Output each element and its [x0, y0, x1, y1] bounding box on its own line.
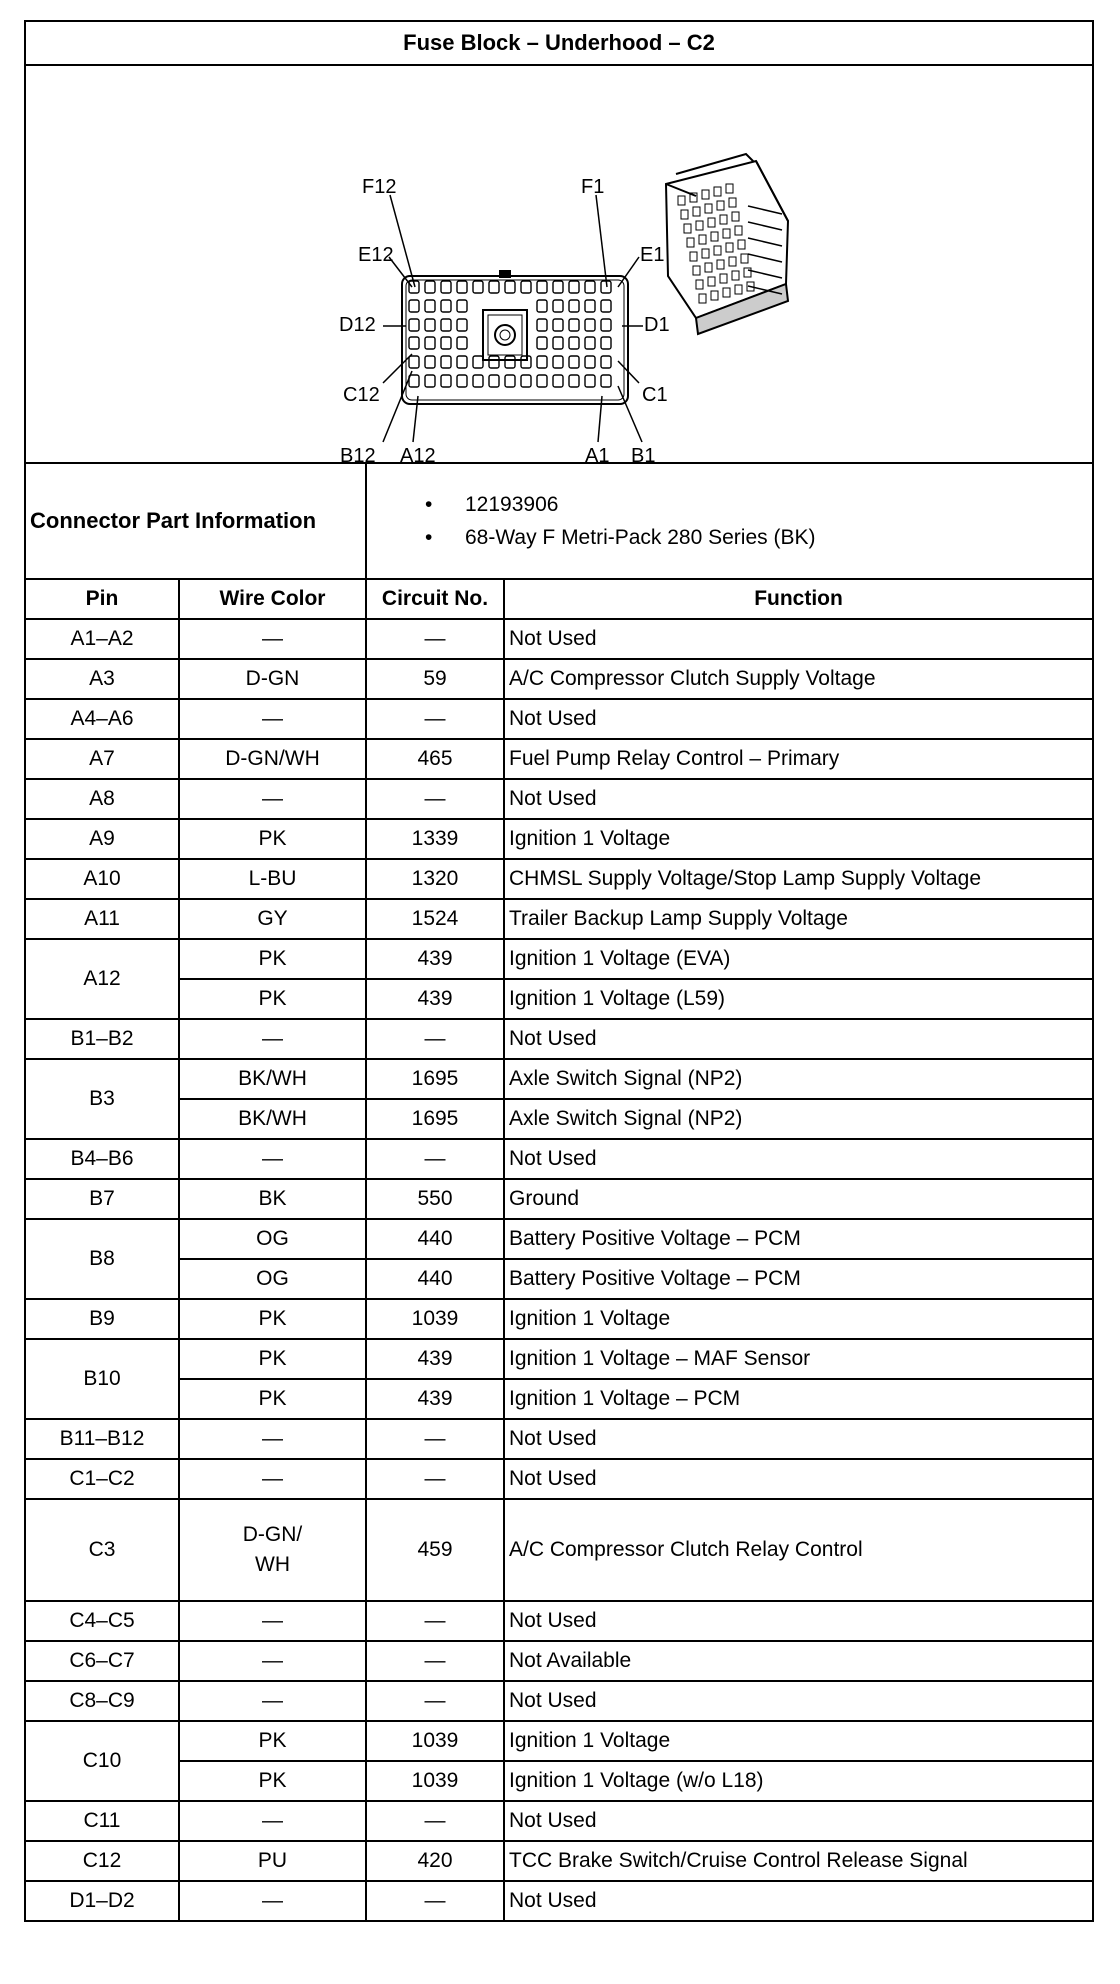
table-row — [25, 1259, 1093, 1299]
circuit-cell: — — [366, 699, 504, 739]
pin-cavity — [521, 375, 531, 387]
circuit-cell: — — [366, 1681, 504, 1721]
col-header-circuit: Circuit No. — [366, 579, 504, 619]
function-cell: Battery Positive Voltage – PCM — [504, 1219, 1093, 1259]
label-b1: B1 — [631, 445, 656, 462]
label-e12: E12 — [358, 244, 394, 266]
function-cell: Axle Switch Signal (NP2) — [504, 1059, 1093, 1099]
circuit-cell: 1339 — [366, 819, 504, 859]
pin-cavity — [537, 281, 547, 293]
wire-color-cell: — — [179, 699, 366, 739]
wire-color-cell: BK/WH — [179, 1099, 366, 1139]
label-a1: A1 — [585, 445, 610, 462]
circuit-cell: — — [366, 1019, 504, 1059]
pin-cavity — [537, 337, 547, 349]
pin-cell: C6–C7 — [25, 1641, 179, 1681]
col-header-wire-color: Wire Color — [179, 579, 366, 619]
table-row — [25, 939, 1093, 979]
function-cell: A/C Compressor Clutch Supply Voltage — [504, 659, 1093, 699]
connector-part-info — [366, 463, 1093, 579]
pin-cavity — [601, 375, 611, 387]
pin-cavity — [553, 281, 563, 293]
pin-cavity — [457, 375, 467, 387]
pin-cavity — [553, 337, 563, 349]
table-row — [25, 1179, 1093, 1219]
pin-cell: C3 — [25, 1499, 179, 1601]
table-row — [25, 1419, 1093, 1459]
circuit-cell: 439 — [366, 1339, 504, 1379]
wire-color-cell: — — [179, 1641, 366, 1681]
pin-cavity — [537, 375, 547, 387]
wire-color-cell: BK — [179, 1179, 366, 1219]
label-d1: D1 — [644, 314, 670, 336]
function-cell: Not Used — [504, 1419, 1093, 1459]
label-a12: A12 — [400, 445, 436, 462]
table-row — [25, 1721, 1093, 1761]
part-number: • 12193906 — [425, 488, 1092, 521]
pin-cell: B1–B2 — [25, 1019, 179, 1059]
circuit-cell: 440 — [366, 1219, 504, 1259]
table-row — [25, 659, 1093, 699]
pin-cavity — [585, 356, 595, 368]
circuit-cell: 550 — [366, 1179, 504, 1219]
page-title: Fuse Block – Underhood – C2 — [25, 21, 1093, 65]
pin-cell: A1–A2 — [25, 619, 179, 659]
circuit-cell: — — [366, 1139, 504, 1179]
wire-color-cell: PK — [179, 1721, 366, 1761]
pin-cavity — [473, 375, 483, 387]
pin-cell: B8 — [25, 1219, 179, 1299]
function-cell: Ignition 1 Voltage – MAF Sensor — [504, 1339, 1093, 1379]
wire-color-cell: — — [179, 779, 366, 819]
pin-cavity — [585, 375, 595, 387]
connector-diagram — [26, 66, 1090, 462]
circuit-cell: 1039 — [366, 1761, 504, 1801]
pin-cavity — [425, 319, 435, 331]
label-f12: F12 — [362, 176, 397, 198]
table-row — [25, 1299, 1093, 1339]
function-cell: TCC Brake Switch/Cruise Control Release Signal — [504, 1841, 1093, 1881]
function-cell: A/C Compressor Clutch Relay Control — [504, 1499, 1093, 1601]
function-cell: Not Used — [504, 1601, 1093, 1641]
pin-cavity — [441, 300, 451, 312]
wire-color-cell: PK — [179, 1379, 366, 1419]
pin-cavity — [457, 337, 467, 349]
connector-part-label: Connector Part Information — [25, 463, 366, 579]
wire-color-cell: D-GN/WH — [179, 739, 366, 779]
circuit-cell: 459 — [366, 1499, 504, 1601]
pin-cavity — [457, 319, 467, 331]
circuit-cell: — — [366, 1641, 504, 1681]
wire-color-cell: PK — [179, 979, 366, 1019]
function-cell: Not Used — [504, 1459, 1093, 1499]
wire-color-cell: PK — [179, 1761, 366, 1801]
pin-cavity — [505, 356, 515, 368]
pin-cavity — [585, 319, 595, 331]
wire-color-cell: BK/WH — [179, 1059, 366, 1099]
pin-cell: C12 — [25, 1841, 179, 1881]
connector-perspective-image — [666, 154, 788, 334]
pin-cavity — [425, 337, 435, 349]
table-row — [25, 619, 1093, 659]
table-row — [25, 1459, 1093, 1499]
connector-table — [24, 20, 1094, 1922]
pin-cavity — [569, 337, 579, 349]
pin-cavity — [505, 281, 515, 293]
pin-cell: B3 — [25, 1059, 179, 1139]
circuit-cell: — — [366, 1881, 504, 1921]
table-row — [25, 1881, 1093, 1921]
wire-color-cell: OG — [179, 1219, 366, 1259]
table-row — [25, 1801, 1093, 1841]
pin-cell: C4–C5 — [25, 1601, 179, 1641]
function-cell: Ignition 1 Voltage — [504, 1299, 1093, 1339]
pin-cavity — [441, 281, 451, 293]
pin-cell: C11 — [25, 1801, 179, 1841]
pin-cavity — [601, 356, 611, 368]
pin-cavity — [425, 300, 435, 312]
pin-cavity — [601, 319, 611, 331]
pin-cavity — [409, 300, 419, 312]
table-row — [25, 899, 1093, 939]
table-row — [25, 979, 1093, 1019]
wire-color-cell: — — [179, 619, 366, 659]
circuit-cell: 440 — [366, 1259, 504, 1299]
function-cell: Trailer Backup Lamp Supply Voltage — [504, 899, 1093, 939]
label-d12: D12 — [339, 314, 376, 336]
function-cell: CHMSL Supply Voltage/Stop Lamp Supply Voltage — [504, 859, 1093, 899]
wire-color-cell: PK — [179, 939, 366, 979]
function-cell: Ignition 1 Voltage (EVA) — [504, 939, 1093, 979]
function-cell: Ignition 1 Voltage — [504, 1721, 1093, 1761]
table-row — [25, 779, 1093, 819]
col-header-pin: Pin — [25, 579, 179, 619]
wire-color-cell: PK — [179, 1339, 366, 1379]
pin-cavity — [473, 281, 483, 293]
pin-cell: C1–C2 — [25, 1459, 179, 1499]
pin-cavity — [489, 356, 499, 368]
label-f1: F1 — [581, 176, 605, 198]
table-row — [25, 1219, 1093, 1259]
pin-cavity — [585, 300, 595, 312]
pin-cell: C8–C9 — [25, 1681, 179, 1721]
wire-color-cell: — — [179, 1801, 366, 1841]
circuit-cell: — — [366, 779, 504, 819]
table-row — [25, 859, 1093, 899]
pin-cavity — [457, 300, 467, 312]
wire-color-cell: PK — [179, 819, 366, 859]
wire-color-cell: — — [179, 1419, 366, 1459]
pin-cell: B11–B12 — [25, 1419, 179, 1459]
pin-cavity — [585, 281, 595, 293]
wire-color-cell: D-GN/ WH — [179, 1499, 366, 1601]
circuit-cell: 59 — [366, 659, 504, 699]
circuit-cell: 1695 — [366, 1099, 504, 1139]
table-row — [25, 1059, 1093, 1099]
table-row — [25, 1681, 1093, 1721]
circuit-cell: — — [366, 1459, 504, 1499]
pin-cell: B4–B6 — [25, 1139, 179, 1179]
table-row — [25, 1499, 1093, 1601]
circuit-cell: — — [366, 1801, 504, 1841]
function-cell: Not Used — [504, 1139, 1093, 1179]
circuit-cell: 1695 — [366, 1059, 504, 1099]
pin-cell: B10 — [25, 1339, 179, 1419]
label-c12: C12 — [343, 384, 380, 406]
pin-cavity — [441, 356, 451, 368]
wire-color-cell: — — [179, 1681, 366, 1721]
function-cell: Battery Positive Voltage – PCM — [504, 1259, 1093, 1299]
circuit-cell: 420 — [366, 1841, 504, 1881]
pin-cavity — [585, 337, 595, 349]
wire-color-cell: — — [179, 1139, 366, 1179]
label-e1: E1 — [640, 244, 665, 266]
function-cell: Ignition 1 Voltage — [504, 819, 1093, 859]
table-row — [25, 699, 1093, 739]
circuit-cell: 1039 — [366, 1721, 504, 1761]
pin-cavity — [457, 281, 467, 293]
table-row — [25, 1641, 1093, 1681]
wire-color-cell: — — [179, 1881, 366, 1921]
table-row — [25, 1339, 1093, 1379]
pin-cell: C10 — [25, 1721, 179, 1801]
circuit-cell: 1039 — [366, 1299, 504, 1339]
pin-cavity — [553, 356, 563, 368]
pin-cavity — [441, 337, 451, 349]
table-row — [25, 1761, 1093, 1801]
circuit-cell: — — [366, 1419, 504, 1459]
wire-color-cell: — — [179, 1019, 366, 1059]
label-b12: B12 — [340, 445, 376, 462]
pin-cell: B9 — [25, 1299, 179, 1339]
function-cell: Ignition 1 Voltage (w/o L18) — [504, 1761, 1093, 1801]
table-row — [25, 1099, 1093, 1139]
pin-cavity — [569, 375, 579, 387]
pin-cavity — [569, 300, 579, 312]
function-cell: Not Used — [504, 779, 1093, 819]
table-row — [25, 819, 1093, 859]
pin-cavity — [425, 281, 435, 293]
wire-color-cell: — — [179, 1459, 366, 1499]
pin-cavity — [537, 300, 547, 312]
function-cell: Not Used — [504, 1681, 1093, 1721]
pin-cavity — [473, 356, 483, 368]
pin-cell: A11 — [25, 899, 179, 939]
wire-color-cell: PK — [179, 1299, 366, 1339]
pin-cavity — [425, 356, 435, 368]
function-cell: Not Used — [504, 1881, 1093, 1921]
wire-color-cell: L-BU — [179, 859, 366, 899]
pin-cavity — [409, 356, 419, 368]
function-cell: Axle Switch Signal (NP2) — [504, 1099, 1093, 1139]
pin-cell: A8 — [25, 779, 179, 819]
function-cell: Not Available — [504, 1641, 1093, 1681]
pin-cell: B7 — [25, 1179, 179, 1219]
pin-cell: A9 — [25, 819, 179, 859]
pin-cavity — [537, 319, 547, 331]
function-cell: Ignition 1 Voltage (L59) — [504, 979, 1093, 1019]
pin-cell: A7 — [25, 739, 179, 779]
pin-cavity — [601, 300, 611, 312]
pin-cavity — [569, 319, 579, 331]
pin-cell: A4–A6 — [25, 699, 179, 739]
pin-cavity — [505, 375, 515, 387]
table-row — [25, 1841, 1093, 1881]
circuit-cell: 465 — [366, 739, 504, 779]
function-cell: Ignition 1 Voltage – PCM — [504, 1379, 1093, 1419]
pin-cell: D1–D2 — [25, 1881, 179, 1921]
pin-cavity — [409, 375, 419, 387]
part-description: • 68-Way F Metri-Pack 280 Series (BK) — [425, 521, 1092, 554]
table-row — [25, 1019, 1093, 1059]
pin-cavity — [569, 356, 579, 368]
connector-diagram-cell — [25, 65, 1093, 463]
function-cell: Fuel Pump Relay Control – Primary — [504, 739, 1093, 779]
pin-cavity — [409, 337, 419, 349]
circuit-cell: — — [366, 619, 504, 659]
pin-cavity — [441, 319, 451, 331]
wire-color-cell: D-GN — [179, 659, 366, 699]
circuit-cell: 439 — [366, 979, 504, 1019]
connector-sheet — [24, 20, 1092, 1922]
wire-color-cell: GY — [179, 899, 366, 939]
table-row — [25, 739, 1093, 779]
pin-cavity — [489, 281, 499, 293]
label-c1: C1 — [642, 384, 668, 406]
circuit-cell: — — [366, 1601, 504, 1641]
pin-cavity — [553, 300, 563, 312]
pin-cavity — [553, 319, 563, 331]
wire-color-cell: — — [179, 1601, 366, 1641]
circuit-cell: 1524 — [366, 899, 504, 939]
circuit-cell: 439 — [366, 939, 504, 979]
function-cell: Not Used — [504, 1801, 1093, 1841]
pin-cell: A3 — [25, 659, 179, 699]
wire-color-cell: OG — [179, 1259, 366, 1299]
table-row — [25, 1139, 1093, 1179]
pin-cavity — [457, 356, 467, 368]
table-row — [25, 1601, 1093, 1641]
pin-cavity — [521, 281, 531, 293]
col-header-function: Function — [504, 579, 1093, 619]
function-cell: Not Used — [504, 699, 1093, 739]
pin-cell: A12 — [25, 939, 179, 1019]
pin-cell: A10 — [25, 859, 179, 899]
function-cell: Not Used — [504, 619, 1093, 659]
circuit-cell: 439 — [366, 1379, 504, 1419]
circuit-cell: 1320 — [366, 859, 504, 899]
table-row — [25, 1379, 1093, 1419]
pin-cavity — [553, 375, 563, 387]
pin-cavity — [409, 319, 419, 331]
pin-rows — [25, 619, 1093, 1921]
function-cell: Ground — [504, 1179, 1093, 1219]
pin-cavity — [569, 281, 579, 293]
pin-cavity — [425, 375, 435, 387]
pin-cavity — [537, 356, 547, 368]
pin-cavity — [601, 337, 611, 349]
wire-color-cell: PU — [179, 1841, 366, 1881]
function-cell: Not Used — [504, 1019, 1093, 1059]
pin-cavity — [441, 375, 451, 387]
pin-cavity — [489, 375, 499, 387]
